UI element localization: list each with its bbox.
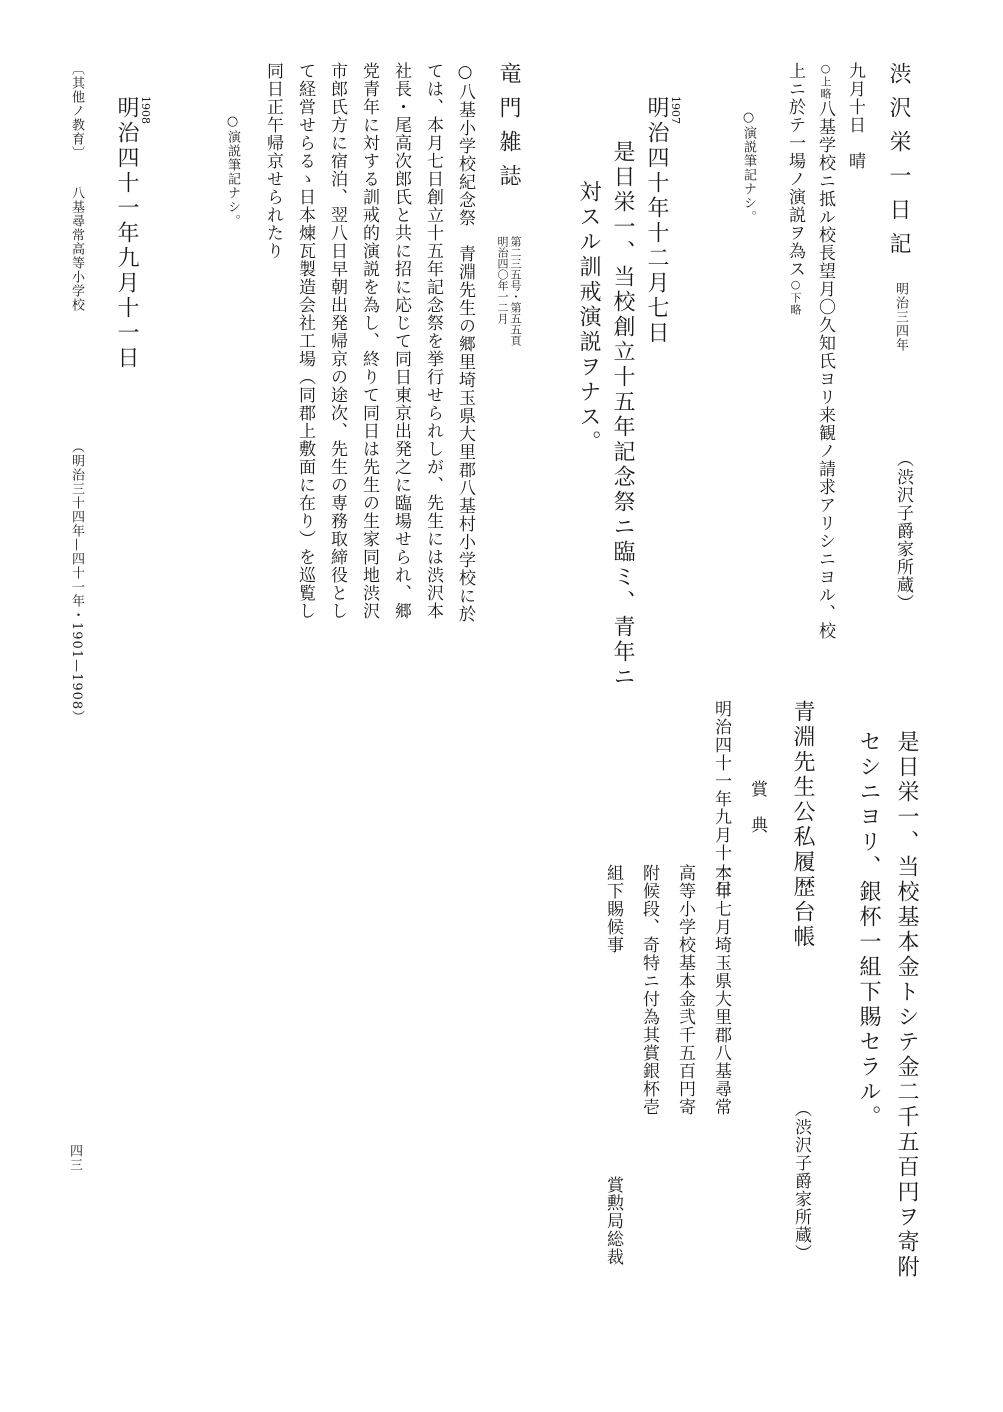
award-line: 高等小学校基本金弐千五百円寄 <box>675 864 695 1116</box>
article-line: ては、本月七日創立十五年記念祭を挙行せられしが、先生には渋沢本 <box>423 62 443 620</box>
diary-entry-text1: 八基学校ニ抵ル校長望月〇久知氏ヨリ来観ノ請求アリシニヨル、校 <box>815 100 835 640</box>
article-note: ○演説筆記ナシ。 <box>225 114 240 228</box>
section4-date: 明治四十一年九月十一日 <box>114 96 139 371</box>
magazine-date: 明治四〇年一二月 <box>496 236 509 324</box>
diary-entry-text2: 上ニ於テ一場ノ演説ヲ為ス <box>785 62 805 278</box>
article-line: 同日正午帰京せられたり <box>263 62 283 260</box>
award-heading: 賞 典 <box>747 780 767 834</box>
section2-text1: 是日栄一、当校創立十五年記念祭ニ臨ミ、青年ニ <box>610 140 635 690</box>
diary-entry-date: 九月十日 晴 <box>845 62 865 170</box>
footer-category: 〔其他ノ教育〕 <box>69 62 84 160</box>
diary-entry-line2 <box>786 62 803 316</box>
magazine-issue: 第二三五号・第五五頁 <box>509 236 522 346</box>
award-line: 本年七月埼玉県大里郡八基尋常 <box>711 864 731 1116</box>
article-line: 社長・尾高次郎氏と共に招に応じて同日東京出発之に臨場せられ、郷 <box>391 62 411 620</box>
article-line: 党青年に対する訓戒的演説を為し、終りて同日は先生の生家同地渋沢 <box>359 62 379 620</box>
western-year-1907: 1907 <box>669 96 682 124</box>
diary-note: ○演説筆記ナシ。 <box>741 110 756 224</box>
article-line: て経営せらるゝ日本煉瓦製造会社工場（同郡上敷面に在り）を巡覧し <box>295 62 315 620</box>
diary-title: 渋沢栄一日記 <box>886 62 911 266</box>
section2-text2: 対スル訓戒演説ヲナス。 <box>576 180 601 455</box>
award-date: 明治四十一年九月十一日 <box>711 700 731 898</box>
magazine-title: 竜門雑誌 <box>496 62 521 198</box>
footer-school: 八基尋常高等小学校 <box>69 186 84 312</box>
right-text1: 是日栄一、当校基本金トシテ金二千五百円ヲ寄附 <box>894 730 919 1280</box>
ledger-source: （渋沢子爵家所蔵） <box>791 1100 811 1262</box>
diary-entry-line1 <box>816 62 833 640</box>
award-line: 組下賜候事 <box>603 864 623 954</box>
right-text2: セシニヨリ、銀杯一組下賜セラル。 <box>856 730 881 1130</box>
award-line: 附候段、奇特ニ付為其賞銀杯壱 <box>639 864 659 1116</box>
article-line: ○八基小学校紀念祭 青淵先生の郷里埼玉県大里郡八基村小学校に於 <box>455 62 475 623</box>
ledger-title: 青淵先生公私履歴台帳 <box>790 700 815 950</box>
western-year-1908: 1908 <box>139 96 152 124</box>
omission-mark: ○上略 <box>819 62 832 100</box>
diary-source: （渋沢子爵家所蔵） <box>893 450 913 612</box>
section2-date: 明治四十年十二月七日 <box>644 96 669 346</box>
page-number: 四三 <box>67 1144 82 1172</box>
omission-mark-end: ○下略 <box>789 278 802 316</box>
article-line: 市郎氏方に宿泊、翌八日早朝出発帰京の途次、先生の専務取締役とし <box>327 62 347 620</box>
diary-years: 明治三四年 <box>893 282 908 352</box>
footer-span: （明治三十四年—四十一年・1901—1908） <box>69 440 84 725</box>
award-issuer: 賞勲局総裁 <box>603 1176 623 1266</box>
